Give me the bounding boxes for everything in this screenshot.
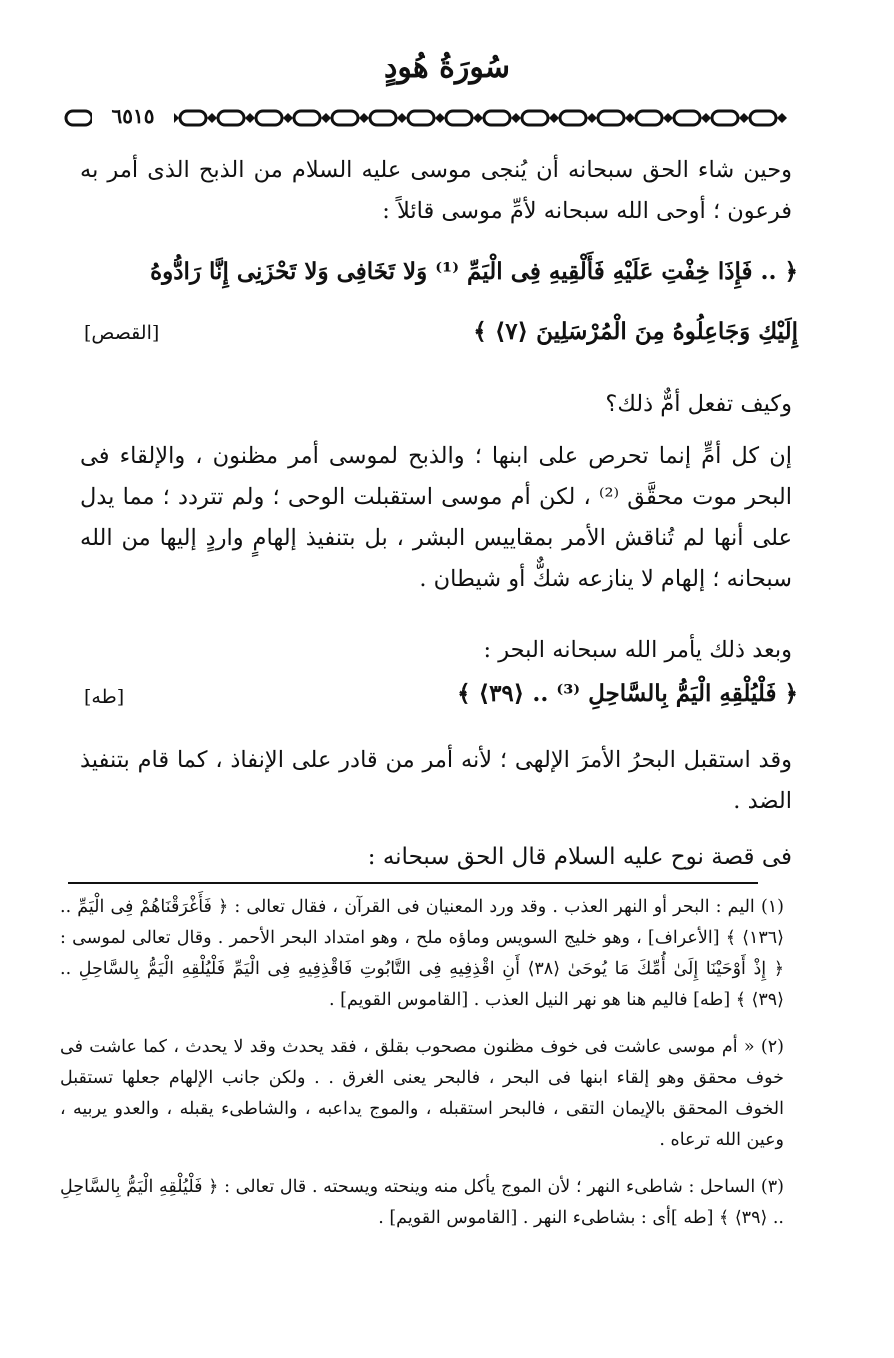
ornament-diamond bbox=[663, 113, 673, 123]
page-number: ٦٥١٥ bbox=[92, 104, 174, 128]
footnote-separator bbox=[68, 882, 758, 884]
ornament-link bbox=[180, 111, 206, 125]
ornament-link bbox=[370, 111, 396, 125]
ornament-diamond bbox=[359, 113, 369, 123]
paragraph-2: وكيف تفعل أمٌّ ذلك؟ bbox=[605, 391, 792, 417]
ornament-link bbox=[332, 111, 358, 125]
ornament-diamond bbox=[245, 113, 255, 123]
ornament-link bbox=[408, 111, 434, 125]
ornament-diamond bbox=[625, 113, 635, 123]
ornament-link bbox=[218, 111, 244, 125]
ornament-link bbox=[598, 111, 624, 125]
footnote-2-text: « أم موسى عاشت فى خوف مظنون مصحوب بقلق ، فقد يحدث وقد لا يحدث ، كما عاشت فى خوف محقق وهو إلقاء ابنها فى البحر ، فالبحر يعنى الغرق . . ولكن جانب الإلهام جعلها تستقبل الخوف المحقق بالإيمان التقى ، فالبحر استقبله ، والموج يداعبه ، والشاطىء يقبله ، والعدو يربيه ، وعين الله ترعاه . bbox=[60, 1037, 784, 1150]
ornament-link bbox=[750, 111, 776, 125]
surah-title: سُورَةُ هُودٍ bbox=[384, 50, 510, 85]
section-heading: فى قصة نوح عليه السلام قال الحق سبحانه : bbox=[367, 844, 792, 870]
paragraph-1: وحين شاء الحق سبحانه أن يُنجى موسى عليه السلام من الذبح الذى أمر به فرعون ؛ أوحى الله سبحانه لأمِّ موسى قائلاً : bbox=[80, 157, 792, 224]
footnote-2 bbox=[60, 1032, 784, 1156]
ornament-diamond bbox=[549, 113, 559, 123]
ornament-diamond bbox=[777, 113, 787, 123]
paragraph-4: وبعد ذلك يأمر الله سبحانه البحر : bbox=[483, 637, 792, 663]
ornament-diamond bbox=[321, 113, 331, 123]
ornament-diamond bbox=[435, 113, 445, 123]
paragraph-3: إن كل أمٍّ إنما تحرص على ابنها ؛ والذبح لموسى أمر مظنون ، والإلقاء فى البحر موت محقَّق ⁽²⁾ ، لكن أم موسى استقبلت الوحى ؛ ولم تتردد ؛ مما يدل على أنها لم تُناقش الأمر بمقاييس البشر ، بل بتنفيذ إلهامٍ واردٍ إليها من الله سبحانه ؛ إلهام لا ينازعه شكٌّ أو شيطان . bbox=[80, 443, 792, 592]
footnote-2-number: (٢) bbox=[760, 1037, 784, 1057]
footnote-3-number: (٣) bbox=[760, 1177, 784, 1197]
quran-verse-1-line-2: إِلَيْكِ وَجَاعِلُوهُ مِنَ الْمُرْسَلِينَ ⟨٧⟩ ﴾ bbox=[473, 318, 798, 345]
quran-verse-2: ﴿ فَلْيُلْقِهِ الْيَمُّ بِالسَّاحِلِ ⁽³⁾ .. ⟨٣٩⟩ ﴾ bbox=[457, 680, 798, 707]
footnote-3 bbox=[60, 1172, 784, 1234]
ornament-link bbox=[674, 111, 700, 125]
verse-2-reference: [طه] bbox=[84, 686, 125, 708]
ornament-diamond bbox=[207, 113, 217, 123]
ornament-link bbox=[294, 111, 320, 125]
quran-verse-1-line-1: ﴿ .. فَإِذَا خِفْتِ عَلَيْهِ فَأَلْقِيهِ فِى الْيَمِّ ⁽¹⁾ وَلا تَخَافِى وَلا تَحْزَنِى إِنَّا رَادُّوهُ bbox=[150, 258, 798, 285]
ornament-link bbox=[522, 111, 548, 125]
ornament-diamond bbox=[283, 113, 293, 123]
paragraph-5: وقد استقبل البحرُ الأمرَ الإلهى ؛ لأنه أمر من قادر على الإنفاذ ، كما قام بتنفيذ الضد . bbox=[80, 747, 792, 814]
ornament-link bbox=[712, 111, 738, 125]
ornament-link bbox=[636, 111, 662, 125]
ornament-diamond bbox=[701, 113, 711, 123]
ornament-link bbox=[66, 111, 92, 125]
footnote-1 bbox=[60, 892, 784, 1016]
ornament-link bbox=[484, 111, 510, 125]
ornament-diamond bbox=[587, 113, 597, 123]
footnote-3-text: الساحل : شاطىء النهر ؛ لأن الموج يأكل منه وينحته ويسحته . قال تعالى : ﴿ فَلْيُلْقِهِ الْيَمُّ بِالسَّاحِلِ .. ⟨٣٩⟩ ﴾ [طه ]أى : بشاطىء النهر . [القاموس القويم] . bbox=[60, 1177, 784, 1228]
header-ornament-border bbox=[62, 105, 822, 131]
ornament-diamond bbox=[397, 113, 407, 123]
ornament-diamond bbox=[739, 113, 749, 123]
footnote-1-text: اليم : البحر أو النهر العذب . وقد ورد المعنيان فى القرآن ، فقال تعالى : ﴿ فَأَغْرَقْنَاهُمْ فِى الْيَمِّ .. ⟨١٣٦⟩ ﴾ [الأعراف] ، وهو خليج السويس وماؤه ملح ، وهو امتداد البحر الأحمر . وقال تعالى لموسى : ﴿ إِذْ أَوْحَيْنَا إِلَىٰ أُمِّكَ مَا يُوحَىٰ ⟨٣٨⟩ أَنِ اقْذِفِيهِ فِى التَّابُوتِ فَاقْذِفِيهِ فِى الْيَمِّ فَلْيُلْقِهِ الْيَمُّ بِالسَّاحِلِ .. ⟨٣٩⟩ ﴾ [طه] فاليم هنا هو نهر النيل العذب . [القاموس القويم] . bbox=[60, 897, 784, 1010]
footnote-1-number: (١) bbox=[760, 897, 784, 917]
verse-1-reference: [القصص] bbox=[84, 322, 160, 344]
ornament-diamond bbox=[473, 113, 483, 123]
ornament-diamond bbox=[511, 113, 521, 123]
ornament-link bbox=[256, 111, 282, 125]
ornament-link bbox=[560, 111, 586, 125]
ornament-link bbox=[446, 111, 472, 125]
